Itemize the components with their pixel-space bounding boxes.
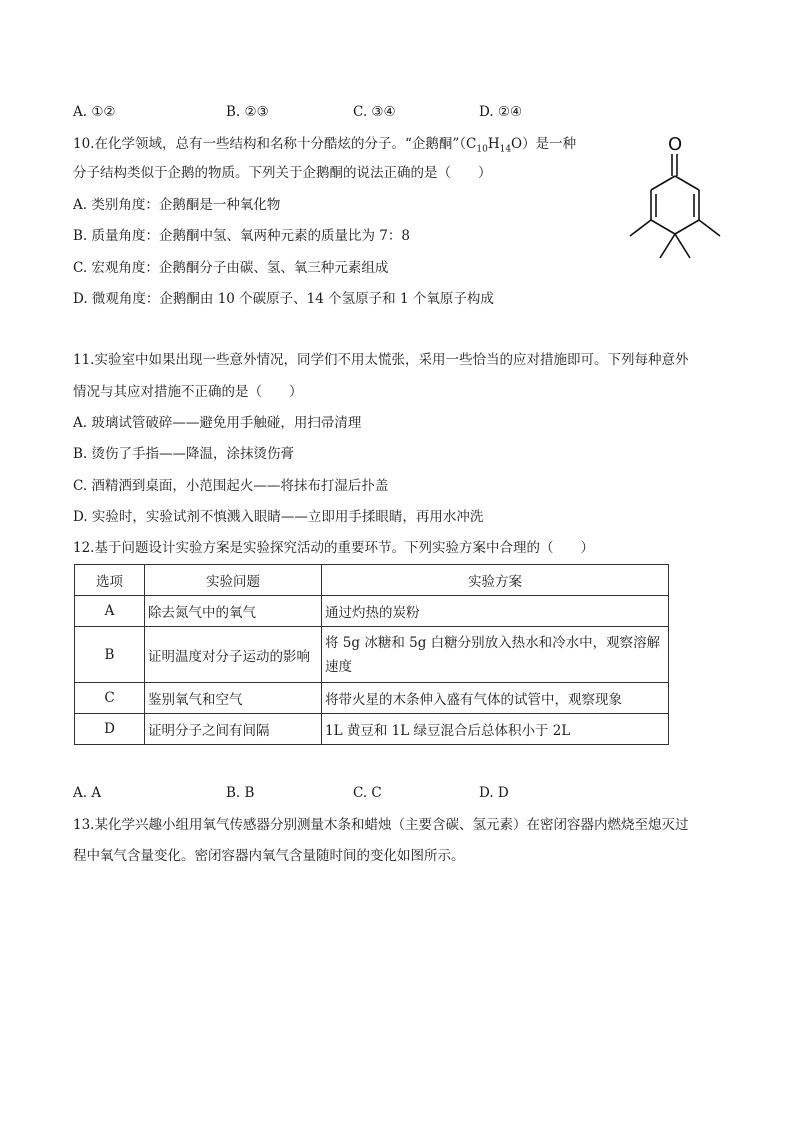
q9-option-c: C. ③④: [353, 104, 396, 120]
table-cell: 将 5g 冰糖和 5g 白糖分别放入热水和冷水中，观察溶解速度: [322, 627, 669, 683]
q9-option-a: A. ①②: [73, 104, 116, 120]
q10-stem-line1: 10.在化学领域，总有一些结构和名称十分酷炫的分子。“企鹅酮$”(C_{10}H_{14}O)$是一种: [73, 136, 577, 155]
q12-option-a: A. A: [73, 785, 102, 801]
q11-option-b: B. 烫伤了手指——降温，涂抹烫伤膏: [73, 446, 295, 462]
q10-stem-line2: 分子结构类似于企鹅的物质。下列关于企鹅酮的说法正确的是（ ）: [73, 165, 492, 181]
q9-option-d: D. ②④: [479, 104, 523, 120]
table-cell: D: [75, 714, 145, 745]
q11-option-a: A. 玻璃试管破碎——避免用手触碰，用扫帚清理: [73, 415, 362, 431]
q12-stem: 12.基于问题设计实验方案是实验探究活动的重要环节。下列实验方案中合理的（ ）: [73, 540, 594, 556]
penguinone-structure-diagram: [620, 128, 730, 268]
q10-option-a: A. 类别角度：企鹅酮是一种氧化物: [73, 197, 281, 213]
table-cell: 通过灼热的炭粉: [322, 596, 669, 627]
table-cell: 除去氮气中的氧气: [145, 596, 322, 627]
table-cell: 1L 黄豆和 1L 绿豆混合后总体积小于 2L: [322, 714, 669, 745]
table-cell: B: [75, 627, 145, 683]
q9-option-b: B. ②③: [226, 104, 269, 120]
q11-stem-line2: 情况与其应对措施不正确的是（ ）: [73, 384, 303, 400]
q12-option-d: D. D: [479, 785, 509, 801]
q13-stem-line1: 13.某化学兴趣小组用氧气传感器分别测量木条和蜡烛（主要含碳、氢元素）在密闭容器内燃烧至熄灭过: [73, 817, 689, 833]
table-row: [75, 683, 669, 714]
q11-option-d: D. 实验时，实验试剂不慎溅入眼睛——立即用手揉眼睛，再用水冲洗: [73, 509, 484, 525]
q10-option-b: B. 质量角度：企鹅酮中氢、氧两种元素的质量比为 7：8: [73, 228, 410, 244]
table-cell: A: [75, 596, 145, 627]
molecule-bonds: [630, 154, 720, 258]
table-cell: 证明分子之间有间隔: [145, 714, 322, 745]
table-header-plan: 实验方案: [322, 565, 669, 596]
table-cell: C: [75, 683, 145, 714]
table-header-option: 选项: [75, 565, 145, 596]
q11-option-c: C. 酒精洒到桌面，小范围起火——将抹布打湿后扑盖: [73, 478, 389, 494]
q10-option-d: D. 微观角度：企鹅酮由 10 个碳原子、14 个氢原子和 1 个氧原子构成: [73, 291, 494, 307]
table-header-problem: 实验问题: [145, 565, 322, 596]
q13-stem-line2: 程中氧气含量变化。密闭容器内氧气含量随时间的变化如图所示。: [73, 848, 465, 864]
experiment-table: [74, 564, 669, 745]
table-cell: 鉴别氧气和空气: [145, 683, 322, 714]
table-cell: 证明温度对分子运动的影响: [145, 627, 322, 683]
table-cell: 将带火星的木条伸入盛有气体的试管中，观察现象: [322, 683, 669, 714]
table-header-row: [75, 565, 669, 596]
oxygen-atom-label: O: [668, 134, 683, 155]
table-row: [75, 627, 669, 683]
q11-stem-line1: 11.实验室中如果出现一些意外情况，同学们不用太慌张，采用一些恰当的应对措施即可。下列每种意外: [73, 352, 689, 368]
table-row: [75, 596, 669, 627]
table-row: [75, 714, 669, 745]
q12-option-b: B. B: [226, 785, 255, 801]
q12-option-c: C. C: [353, 785, 382, 801]
q10-option-c: C. 宏观角度：企鹅酮分子由碳、氢、氧三种元素组成: [73, 260, 389, 276]
